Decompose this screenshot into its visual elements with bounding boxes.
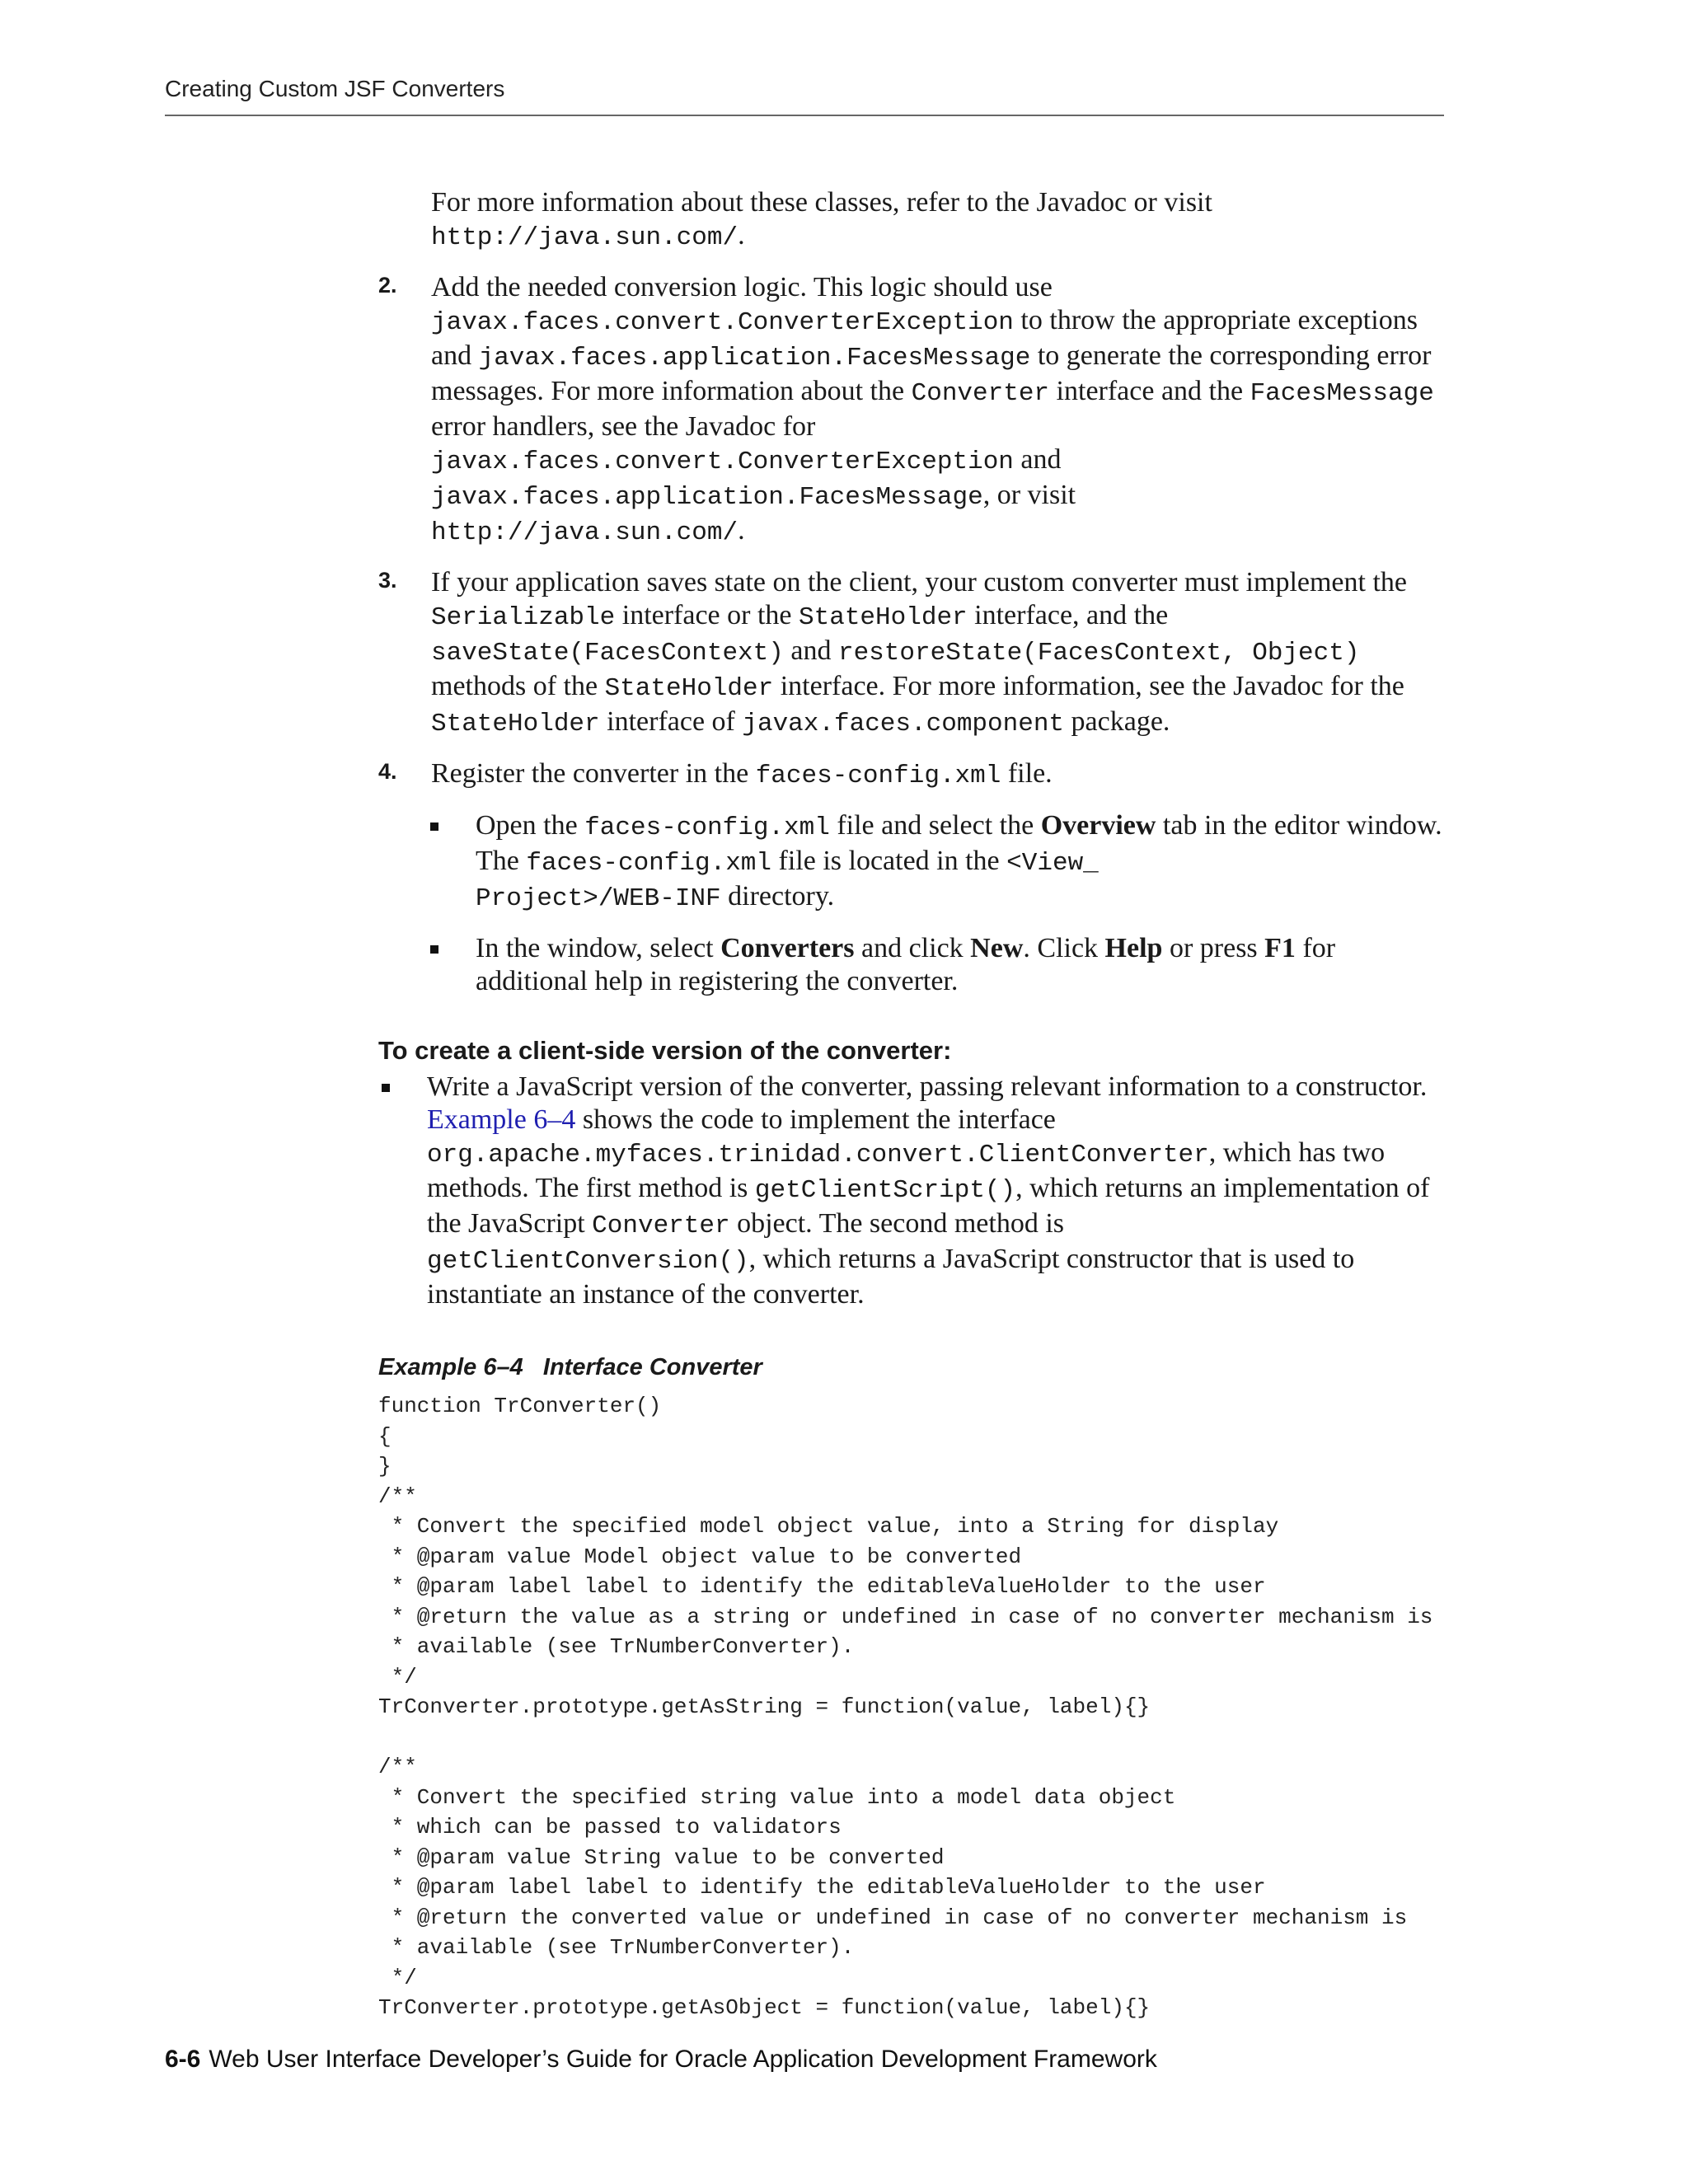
code-term: Converter [592, 1212, 730, 1240]
page-number: 6-6 [165, 2046, 201, 2073]
ui-term: Overview [1040, 810, 1156, 841]
step-text: , or visit [982, 480, 1076, 510]
code-term: javax.faces.application.FacesMessage [478, 344, 1031, 373]
bullet-square-icon [430, 823, 438, 831]
step-text: to generate the corresponding error messages. For more information about the [431, 340, 1432, 406]
code-term: faces-config.xml [526, 849, 772, 878]
example-title [378, 1354, 1450, 1381]
code-term: saveState(FacesContext) [431, 639, 784, 668]
bullet-text: In the window, select [476, 933, 721, 963]
intro-text: For more information about these classes, refer to the Javadoc or visit [431, 187, 1212, 218]
code-term: org.apache.myfaces.trinidad.convert.ClientConverter [427, 1141, 1209, 1169]
code-term: getClientConversion() [427, 1247, 749, 1276]
code-term: restoreState(FacesContext, Object) [837, 639, 1360, 668]
intro-url: http://java.sun.com/ [431, 223, 738, 252]
page-footer [165, 2046, 1157, 2074]
step-text: interface of [599, 706, 743, 737]
ui-term: Help [1104, 933, 1163, 963]
code-term: javax.faces.component [742, 710, 1065, 738]
bullet-text: , which returns an implementation of the JavaScript [427, 1173, 1430, 1239]
step-text: interface or the [615, 600, 799, 630]
bullet-text: directory. [720, 881, 835, 912]
code-term: faces-config.xml [755, 762, 1001, 790]
code-term: javax.faces.convert.ConverterException [431, 308, 1014, 337]
bullet-text: object. The second method is [729, 1208, 1065, 1239]
step-4-bullet-window [378, 932, 1450, 998]
intro-paragraph [378, 186, 1450, 255]
bullet-square-icon [430, 945, 438, 954]
example-label: Example 6–4 [378, 1354, 523, 1380]
bullet-text: . Click [1023, 933, 1105, 963]
step-text: to throw the appropriate exceptions and [431, 305, 1418, 371]
code-term: faces-config.xml [584, 813, 830, 842]
step-number: 4. [378, 759, 397, 784]
step-text: If your application saves state on the client, your custom converter must implement the [431, 567, 1408, 598]
code-term: StateHolder [604, 674, 774, 703]
step-3 [378, 566, 1450, 741]
code-term: FacesMessage [1250, 379, 1434, 408]
step-text: methods of the [431, 671, 605, 701]
code-term: javax.faces.convert.ConverterException [431, 448, 1014, 476]
bullet-text: or press [1162, 933, 1265, 963]
code-term: StateHolder [799, 603, 968, 632]
step-text: package. [1064, 706, 1170, 737]
procedure-heading: To create a client-side version of the converter: [378, 1036, 952, 1065]
step-text: and [1013, 444, 1062, 475]
bullet-text: Write a JavaScript version of the converter, passing relevant information to a constructor. [427, 1071, 1428, 1102]
ui-term: Converters [720, 933, 855, 963]
step-text: interface. For more information, see the Javadoc for the [773, 671, 1404, 701]
header-rule [165, 115, 1444, 116]
code-term: <View_ [1006, 849, 1099, 878]
step-4-bullet-open [378, 809, 1450, 916]
intro-end: . [738, 220, 745, 251]
code-listing: function TrConverter() { } /** * Convert the specified model object value, into a String for display * @param value Model object value to be converted * @param label label to identify the editableValueHolder to the user * @return the value as a string or undefined in case of no converter mechanism is * available (see TrNumberConverter). */ TrConverter.prototype.getAsString = function(value, label){} /** * Convert the specified string value into a model data object * which can be passed to validators * @param value String value to be converted * @param label label to identify the editableValueHolder to the user * @return the converted value or undefined in case of no converter mechanism is * available (see TrNumberConverter). */ TrConverter.prototype.getAsObject = function(value, label){} [378, 1394, 1433, 2020]
bullet-text: Open the [476, 810, 585, 841]
step-text: Register the converter in the [431, 758, 756, 789]
example-name: Interface Converter [542, 1354, 762, 1380]
bullet-text: file and select the [829, 810, 1041, 841]
book-title: Web User Interface Developer’s Guide for Oracle Application Development Framework [209, 2046, 1157, 2073]
ui-term: F1 [1264, 933, 1296, 963]
step-text: error handlers, see the Javadoc for [431, 411, 816, 442]
running-header: Creating Custom JSF Converters [165, 76, 505, 101]
code-term: StateHolder [431, 710, 600, 738]
code-term: Serializable [431, 603, 616, 632]
code-term: http://java.sun.com/ [431, 518, 738, 547]
step-text: Add the needed conversion logic. This logic should use [431, 272, 1053, 302]
step-2 [378, 271, 1450, 550]
step-text: interface and the [1049, 376, 1250, 406]
bullet-text: file is located in the [771, 846, 1007, 876]
step-text: file. [1001, 758, 1053, 789]
code-term: getClientScript() [754, 1176, 1016, 1205]
code-term: Converter [911, 379, 1050, 408]
code-term: Project>/WEB-INF [476, 884, 721, 913]
page-body [378, 170, 1450, 2023]
bullet-text: for additional help in registering the converter. [476, 933, 1336, 996]
bullet-text: shows the code to implement the interface [575, 1104, 1056, 1135]
ui-term: New [970, 933, 1024, 963]
step-number: 3. [378, 568, 397, 593]
bullet-text: , which returns a JavaScript constructor that is used to instantiate an instance of the converter. [427, 1244, 1355, 1310]
step-text: . [738, 515, 745, 546]
code-term: javax.faces.application.FacesMessage [431, 483, 983, 512]
procedure-bullet [378, 1071, 1450, 1311]
step-text: and [783, 635, 838, 666]
step-number: 2. [378, 273, 397, 298]
bullet-square-icon [382, 1084, 390, 1092]
step-4 [378, 757, 1450, 793]
bullet-text: , which has two methods. The first method is [427, 1137, 1386, 1203]
step-text: interface, and the [967, 600, 1169, 630]
example-link[interactable]: Example 6–4 [427, 1104, 576, 1135]
bullet-text: and click [854, 933, 971, 963]
bullet-text: tab in the editor window. The [476, 810, 1442, 876]
